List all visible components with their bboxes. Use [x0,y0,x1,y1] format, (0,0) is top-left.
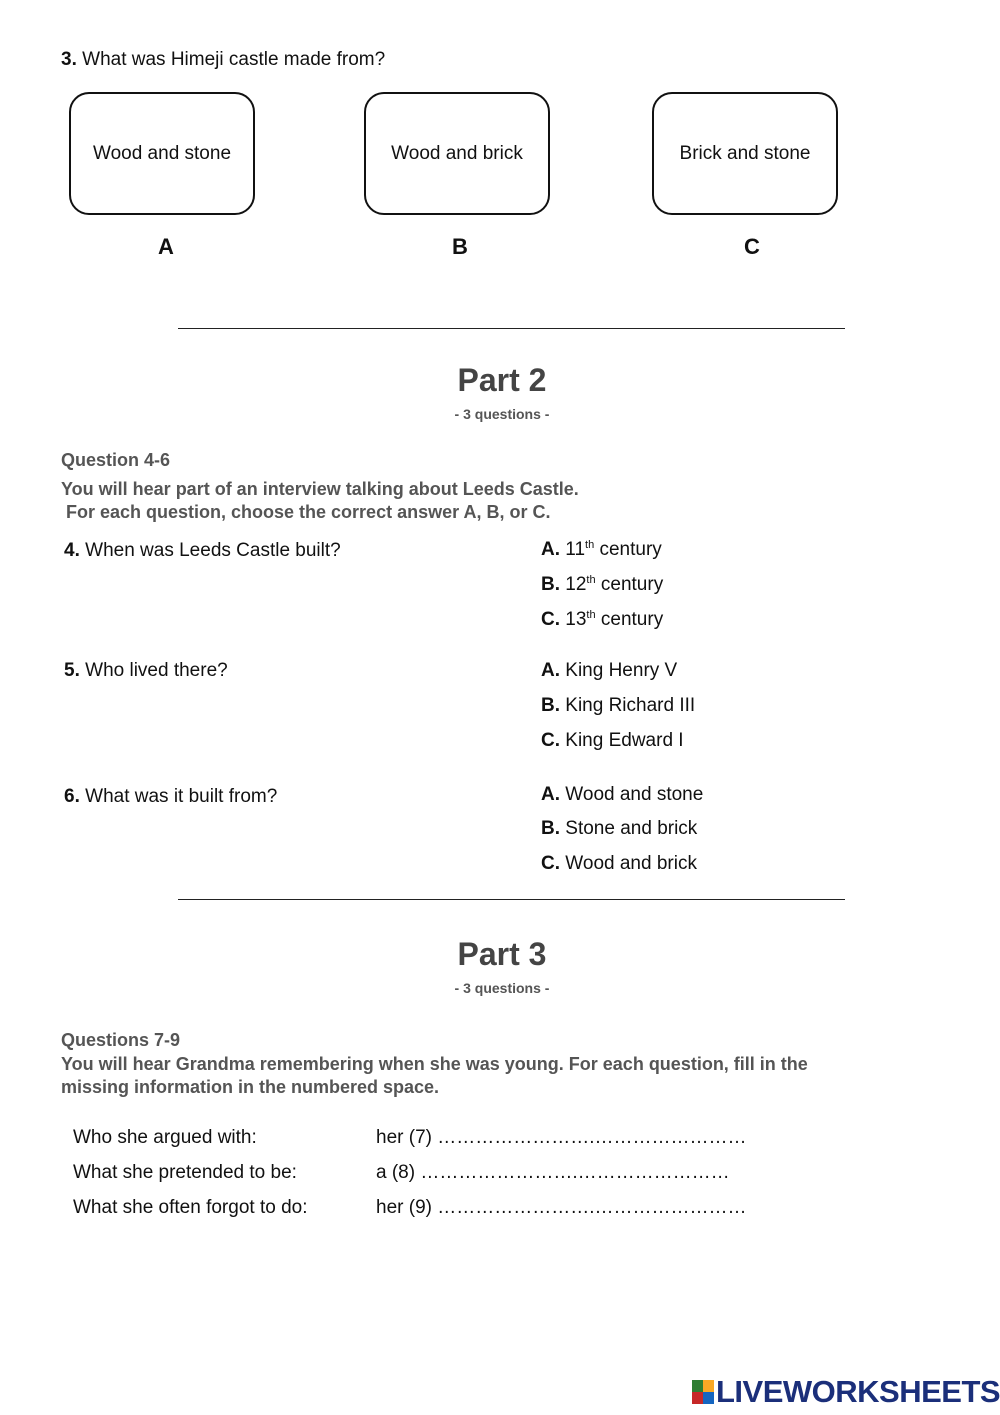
fill-row-7-answer[interactable]: her (7) …………………….…………………… [376,1127,747,1148]
fill-row-9-label: What she often forgot to do: [73,1197,308,1218]
question-3-number: 3. [61,49,77,70]
option-text: King Edward I [565,730,684,751]
option-text: Wood and brick [565,853,697,874]
fill-row-9-answer[interactable]: her (9) …………………….…………………… [376,1197,747,1218]
logo-square-icon [703,1392,714,1404]
question-4-text: When was Leeds Castle built? [85,540,341,561]
option-label-c: C [744,234,760,259]
part-3-section-heading: Questions 7-9 [61,1030,181,1050]
option-superscript: th [586,609,596,621]
part-3-instructions [61,1053,941,1099]
option-letter: A. [541,539,560,560]
option-letter: A. [541,660,560,681]
option-box-a[interactable] [69,92,255,215]
option-box-a-text: Wood and stone [92,142,232,164]
question-4-number: 4. [64,540,80,561]
part-3-title: Part 3 [457,936,547,972]
option-number: 11 [565,539,586,560]
question-6 [64,786,277,808]
question-5-option-a[interactable] [541,660,677,682]
question-3-text: What was Himeji castle made from? [82,49,386,70]
option-box-b[interactable] [364,92,550,215]
question-5 [64,660,228,682]
part-3-instruction-line-1: You will hear Grandma remembering when she was young. For each question, fill in the [61,1054,808,1074]
option-letter: C. [541,730,560,751]
question-4-option-c[interactable] [541,609,663,631]
fill-row-7-label: Who she argued with: [73,1127,257,1148]
option-letter: A. [541,784,560,805]
option-text: Stone and brick [565,818,698,839]
liveworksheets-logo [692,1374,1000,1410]
option-letter: C. [541,609,560,630]
logo-mark-icon [692,1380,714,1404]
option-number: 12 [565,574,587,595]
option-box-c[interactable] [652,92,838,215]
option-box-b-text: Wood and brick [391,142,523,164]
question-5-number: 5. [64,660,80,681]
logo-text: LIVEWORKSHEETS [716,1374,1000,1409]
option-text: century [595,609,664,630]
option-letter: B. [541,818,560,839]
divider-2 [178,899,845,900]
fill-row-8-answer[interactable]: a (8) …………………….…………………… [376,1162,730,1183]
logo-square-icon [703,1380,714,1392]
option-number: 13 [565,609,587,630]
option-box-c-text: Brick and stone [679,142,811,164]
question-5-option-c[interactable] [541,730,684,752]
option-letter: B. [541,695,560,716]
option-text: King Richard III [565,695,696,716]
part-3-instruction-line-2: missing information in the numbered space. [61,1077,440,1097]
option-text: century [595,574,664,595]
option-text: Wood and stone [565,784,704,805]
part-3-subtitle: - 3 questions - [454,980,550,996]
option-superscript: th [586,574,596,586]
question-6-option-b[interactable] [541,818,697,840]
part-2-instruction-line-1: You will hear part of an interview talking about Leeds Castle. [61,479,579,499]
question-4-option-a[interactable] [541,539,662,561]
question-5-text: Who lived there? [85,660,228,681]
question-4 [64,540,341,562]
option-label-b: B [452,234,468,259]
question-6-option-a[interactable] [541,784,703,806]
part-2-section-heading: Question 4-6 [61,450,171,470]
option-letter: B. [541,574,560,595]
question-6-number: 6. [64,786,80,807]
fill-row-8-label: What she pretended to be: [73,1162,297,1183]
divider-1 [178,328,845,329]
logo-square-icon [692,1392,703,1404]
question-3 [61,49,385,71]
option-text: century [594,539,662,560]
question-6-option-c[interactable] [541,853,697,875]
question-4-option-b[interactable] [541,574,663,596]
part-2-title: Part 2 [457,362,547,398]
option-label-a: A [158,234,174,259]
logo-square-icon [692,1380,703,1392]
option-superscript: th [585,539,595,551]
option-letter: C. [541,853,560,874]
part-2-subtitle: - 3 questions - [454,406,550,422]
option-text: King Henry V [565,660,678,681]
question-6-text: What was it built from? [85,786,278,807]
part-2-instruction-line-2: For each question, choose the correct answer A, B, or C. [66,502,551,522]
part-2-instructions [61,478,941,524]
question-5-option-b[interactable] [541,695,695,717]
